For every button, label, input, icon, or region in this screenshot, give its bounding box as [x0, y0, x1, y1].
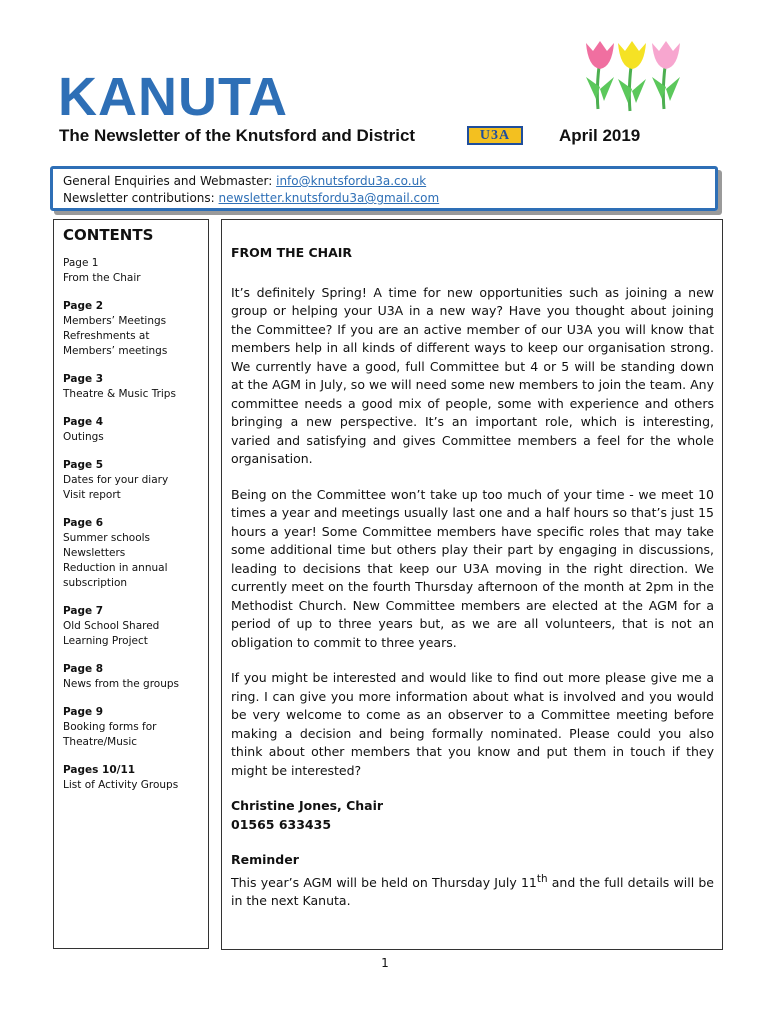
toc-item: Summer schools	[63, 532, 151, 544]
toc-page-label: Page 7	[63, 605, 104, 617]
toc-item: Outings	[63, 431, 104, 443]
toc-page-label: Page 5	[63, 459, 104, 471]
toc-item: Dates for your diary	[63, 474, 169, 486]
u3a-logo: U3A	[467, 126, 523, 145]
toc-item: Refreshments at	[63, 330, 150, 342]
enquiries-label: General Enquiries and Webmaster:	[63, 174, 273, 188]
toc-item: Members’ meetings	[63, 345, 168, 357]
masthead-title: KANUTA	[58, 67, 288, 127]
toc-entry	[63, 256, 208, 286]
contents-heading: CONTENTS	[63, 226, 154, 244]
article-paragraph-2: Being on the Committee won’t take up too much of your time - we meet 10 times a year and meetings usually last one and a half hours so that’s just 15 hours a year! Some Committee members have specific roles that may take some additional time but others play their part by engaging in discussions, leading to decisions that keep our U3A moving in the right direction. We currently meet on the fourth Thursday afternoon of the month at 2pm in the Methodist Church. New Committee members are elected at the AGM for a period of up to three years but, as we are all volunteers, that is not an obligation to commit to three years.	[231, 486, 714, 650]
toc-item: Members’ Meetings	[63, 315, 167, 327]
article-box	[221, 219, 723, 950]
toc-page-label: Pages 10/11	[63, 764, 136, 776]
toc-page-label: Page 6	[63, 517, 104, 529]
info-email-link[interactable]: info@knutsfordu3a.co.uk	[276, 174, 427, 188]
toc-entry	[63, 299, 208, 359]
toc-item: List of Activity Groups	[63, 779, 179, 791]
toc-page-label: Page 2	[63, 300, 104, 312]
toc-item: Newsletters	[63, 547, 126, 559]
toc-entry	[63, 516, 208, 591]
tulip-pink-right	[652, 41, 680, 109]
reminder-text-a: This year’s AGM will be held on Thursday July 11	[231, 874, 537, 890]
article-heading: FROM THE CHAIR	[231, 245, 353, 260]
toc-item: subscription	[63, 577, 128, 589]
newsletter-email-link[interactable]: newsletter.knutsfordu3a@gmail.com	[218, 191, 440, 205]
toc-page-label: Page 1	[63, 257, 99, 269]
signature-phone: 01565 633435	[231, 816, 332, 832]
contributions-label: Newsletter contributions:	[63, 191, 215, 205]
article-paragraph-3: If you might be interested and would like to find out more please give me a ring. I can give you more information about what is involved and you would be very welcome to come as an observer to a Committee meeting before making a decision and being formally nominated. Please could you also think about other members that you know and put them in touch if they might be interested?	[231, 670, 714, 778]
toc-item: Old School Shared	[63, 620, 160, 632]
toc-item: Learning Project	[63, 635, 148, 647]
toc-entry	[63, 662, 208, 692]
toc-entry	[63, 604, 208, 649]
enquiries-line-2	[63, 190, 705, 207]
toc-item: From the Chair	[63, 272, 141, 284]
tulip-yellow	[618, 41, 646, 111]
enquiries-line-1	[63, 173, 705, 190]
issue-date: April 2019	[559, 126, 641, 145]
contents-box	[53, 219, 209, 949]
toc-item: Theatre/Music	[63, 736, 138, 748]
toc-item: News from the groups	[63, 678, 180, 690]
masthead-subtitle: The Newsletter of the Knutsford and District	[59, 126, 416, 145]
article-paragraph-1: It’s definitely Spring! A time for new opportunities such as joining a new group or helping your U3A in a new way? Have you thought about joining the Committee? If you are an active member of our U3A you will know that members help in all kinds of different ways to keep our organisation strong. We currently have a good, full Committee but 4 or 5 will be standing down at the AGM in July, so we will need some new members to join the team. Any committee needs a good mix of people, some with experience and others bringing a new perspective. It’s an important role, which is interesting, varied and satisfying and gives Committee members a feel for the whole organisation.	[231, 284, 714, 466]
toc-page-label: Page 4	[63, 416, 104, 428]
toc-item: Reduction in annual	[63, 562, 168, 574]
toc-page-label: Page 8	[63, 663, 104, 675]
reminder-text-b: and the full details will be in the next Kanuta.	[231, 874, 714, 909]
tulips-illustration	[578, 37, 694, 119]
tulip-pink	[586, 41, 614, 109]
enquiries-box	[50, 166, 718, 211]
toc-entry	[63, 705, 208, 750]
toc-page-label: Page 3	[63, 373, 104, 385]
reminder-heading: Reminder	[231, 852, 299, 867]
toc-entry	[63, 415, 208, 445]
toc-item: Theatre & Music Trips	[63, 388, 176, 400]
page-number: 1	[381, 956, 389, 970]
toc-item: Visit report	[63, 489, 121, 501]
toc-entry	[63, 372, 208, 402]
toc-list	[63, 256, 208, 793]
reminder	[231, 851, 714, 911]
toc-item: Booking forms for	[63, 721, 157, 733]
toc-entry	[63, 763, 208, 793]
toc-entry	[63, 458, 208, 503]
reminder-sup: th	[536, 872, 548, 885]
toc-page-label: Page 9	[63, 706, 104, 718]
signature-name: Christine Jones, Chair	[231, 798, 384, 813]
signature	[231, 797, 714, 834]
